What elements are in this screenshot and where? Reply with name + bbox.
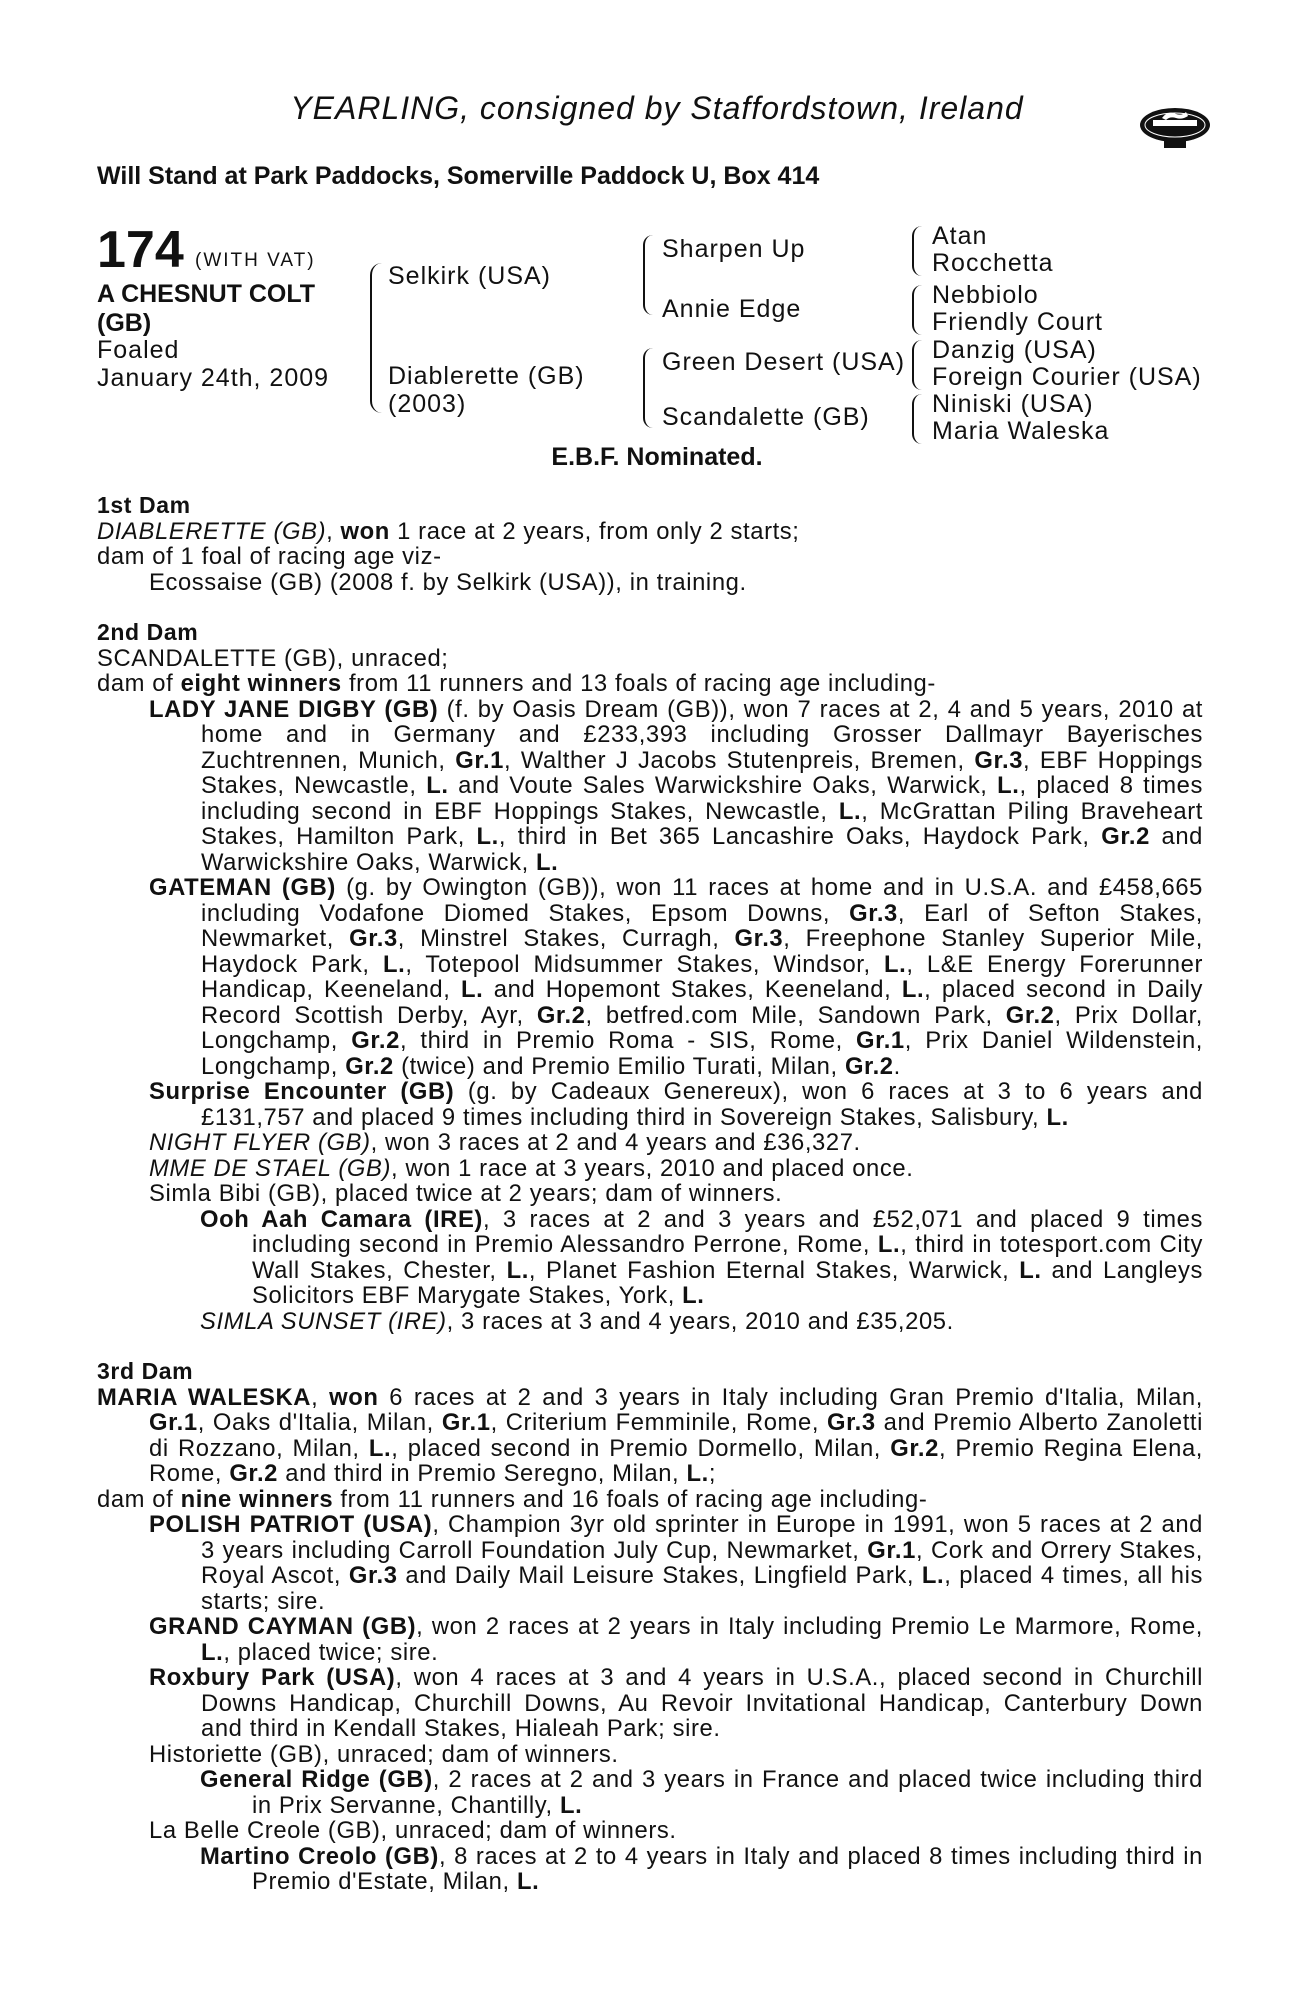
pedigree-gen2-4: Scandalette (GB) (662, 403, 870, 431)
pedigree-gen2-1: Sharpen Up (662, 235, 806, 263)
foaled-date: January 24th, 2009 (97, 364, 330, 392)
third-dam-intro: MARIA WALESKA, won 6 races at 2 and 3 years in Italy including Gran Premio d'Italia, Milan, Gr.1, Oaks d'Italia, Milan, Gr.1, Criterium Femminile, Rome, Gr.3 and Premio Alberto Zanoletti di Rozzano, Milan, L., placed second in Premio Dormello, Milan, Gr.2, Premio Regina Elena, Rome, Gr.2 and third in Premio Seregno, Milan, L.; (97, 1383, 1203, 1487)
pedigree-brace-gen1 (370, 263, 382, 413)
produce-record (97, 493, 1203, 1895)
pedigree-gen3-7: Niniski (USA) (932, 390, 1094, 418)
pedigree-brace-g3-2 (912, 285, 924, 335)
pedigree-gen3-8: Maria Waleska (932, 417, 1110, 445)
pedigree-gen3-1: Atan (932, 222, 988, 250)
progeny-entry: SIMLA SUNSET (IRE), 3 races at 3 and 4 years, 2010 and £35,205. (200, 1307, 954, 1335)
stand-location: Will Stand at Park Paddocks, Somerville Paddock U, Box 414 (97, 162, 820, 190)
second-dam-lines (97, 646, 1203, 697)
pedigree-dam: Diablerette (GB) (388, 362, 585, 390)
lot-number: 174 (97, 221, 184, 279)
progeny-entry: La Belle Creole (GB), unraced; dam of winners. (149, 1817, 677, 1844)
progeny-entry: Historiette (GB), unraced; dam of winners. (149, 1740, 619, 1768)
pedigree-gen3-4: Friendly Court (932, 308, 1103, 336)
first-dam-foals (97, 570, 1203, 596)
pedigree-gen3-5: Danzig (USA) (932, 336, 1097, 364)
progeny-entry: General Ridge (GB), 2 races at 2 and 3 years in France and placed twice including third in Prix Servanne, Chantilly, L. (200, 1766, 1203, 1819)
pedigree-gen3-2: Rocchetta (932, 249, 1054, 277)
second-dam-heading: 2nd Dam (97, 619, 199, 645)
progeny-entry: GATEMAN (GB) (g. by Owington (GB)), won 11 races at home and in U.S.A. and £458,665 including Vodafone Diomed Stakes, Epsom Downs, Gr.3, Earl of Sefton Stakes, Newmarket, Gr.3, Minstrel Stakes, Curragh, Gr.3, Freephone Stanley Superior Mile, Haydock Park, L., Totepool Midsummer Stakes, Windsor, L., L&E Energy Forerunner Handicap, Keeneland, L. and Hopemont Stakes, Keeneland, L., placed second in Daily Record Scottish Derby, Ayr, Gr.2, betfred.com Mile, Sandown Park, Gr.2, Prix Dollar, Longchamp, Gr.2, third in Premio Roma - SIS, Rome, Gr.1, Prix Daniel Wildenstein, Longchamp, Gr.2 (twice) and Premio Emilio Turati, Milan, Gr.2. (149, 874, 1204, 1080)
progeny-entry: POLISH PATRIOT (USA), Champion 3yr old sprinter in Europe in 1991, won 5 races at 2 and 3 years including Carroll Foundation July Cup, Newmarket, Gr.1, Cork and Orrery Stakes, Royal Ascot, Gr.3 and Daily Mail Leisure Stakes, Lingfield Park, L., placed 4 times, all his starts; sire. (149, 1511, 1203, 1615)
pedigree-brace-g3-1 (912, 226, 924, 276)
progeny-entry: Simla Bibi (GB), placed twice at 2 years; dam of winners. (149, 1180, 783, 1207)
third-dam-summary: dam of nine winners from 11 runners and 16 foals of racing age including- (97, 1485, 928, 1513)
first-dam-lines (97, 519, 1203, 570)
record-line: DIABLERETTE (GB), won 1 race at 2 years, from only 2 starts; (97, 517, 800, 545)
progeny-entry: Ooh Aah Camara (IRE), 3 races at 2 and 3 years and £52,071 and placed 9 times including second in Premio Alessandro Perrone, Rome, L., third in totesport.com City Wall Stakes, Chester, L., Planet Fashion Eternal Stakes, Warwick, L. and Langleys Solicitors EBF Marygate Stakes, York, L. (200, 1205, 1204, 1309)
pedigree-brace-g3-4 (912, 394, 924, 444)
pedigree-gen2-2: Annie Edge (662, 295, 802, 323)
lot-vat: (WITH VAT) (195, 250, 316, 271)
record-line: SCANDALETTE (GB), unraced; (97, 644, 449, 672)
pedigree-brace-sire (643, 235, 655, 315)
third-dam-progeny (97, 1512, 1203, 1895)
third-dam-heading: 3rd Dam (97, 1358, 194, 1384)
record-line: dam of 1 foal of racing age viz- (97, 543, 442, 570)
lot-description-line2: (GB) (97, 309, 152, 337)
second-dam-progeny (97, 697, 1203, 1335)
page-title: YEARLING, consigned by Staffordstown, Ireland (290, 90, 1024, 126)
yearling-bonus-badge-icon (1138, 98, 1212, 152)
pedigree-sire: Selkirk (USA) (388, 262, 552, 290)
progeny-entry: MME DE STAEL (GB), won 1 race at 3 years, 2010 and placed once. (149, 1154, 914, 1182)
progeny-entry: Roxbury Park (USA), won 4 races at 3 and 4 years in U.S.A., placed second in Churchill Downs Handicap, Churchill Downs, Au Revoir Invitational Handicap, Canterbury Down and third in Kendall Stakes, Hialeah Park; sire. (149, 1664, 1203, 1742)
lot-description (97, 280, 315, 338)
progeny-entry: LADY JANE DIGBY (GB) (f. by Oasis Dream (GB)), won 7 races at 2, 4 and 5 years, 2010 at home and in Germany and £233,393 including Grosser Dallmayr Bayerisches Zuchtrennen, Munich, Gr.1, Walther J Jacobs Stutenpreis, Bremen, Gr.3, EBF Hoppings Stakes, Newcastle, L. and Voute Sales Warwickshire Oaks, Warwick, L., placed 8 times including second in EBF Hoppings Stakes, Newcastle, L., McGrattan Piling Braveheart Stakes, Hamilton Park, L., third in Bet 365 Lancashire Oaks, Haydock Park, Gr.2 and Warwickshire Oaks, Warwick, L. (149, 695, 1204, 876)
progeny-entry: Martino Creolo (GB), 8 races at 2 to 4 years in Italy and placed 8 times including third in Premio d'Estate, Milan, L. (200, 1842, 1204, 1895)
progeny-entry: GRAND CAYMAN (GB), won 2 races at 2 years in Italy including Premio Le Marmore, Rome, L., placed twice; sire. (149, 1613, 1203, 1666)
pedigree-brace-g3-3 (912, 340, 924, 390)
pedigree-dam-year: (2003) (388, 390, 467, 418)
progeny-entry: NIGHT FLYER (GB), won 3 races at 2 and 4 years and £36,327. (149, 1129, 861, 1156)
third-dam-intro-wrap (97, 1385, 1203, 1487)
pedigree-gen3-3: Nebbiolo (932, 281, 1039, 309)
progeny-entry: Surprise Encounter (GB) (g. by Cadeaux Genereux), won 6 races at 3 to 6 years and £131,757 and placed 9 times including third in Sovereign Stakes, Salisbury, L. (149, 1078, 1203, 1131)
pedigree-gen2-3: Green Desert (USA) (662, 348, 906, 376)
foaled-label: Foaled (97, 336, 180, 364)
record-line: Ecossaise (GB) (2008 f. by Selkirk (USA)), in training. (149, 568, 747, 596)
record-line: dam of eight winners from 11 runners and 13 foals of racing age including- (97, 670, 936, 697)
first-dam-heading: 1st Dam (97, 492, 191, 518)
ebf-nominated: E.B.F. Nominated. (551, 443, 763, 471)
lot-description-line1: A CHESNUT COLT (97, 280, 316, 308)
pedigree-gen3-6: Foreign Courier (USA) (932, 363, 1202, 391)
foaled-info (97, 336, 329, 392)
pedigree-brace-dam (643, 348, 655, 428)
